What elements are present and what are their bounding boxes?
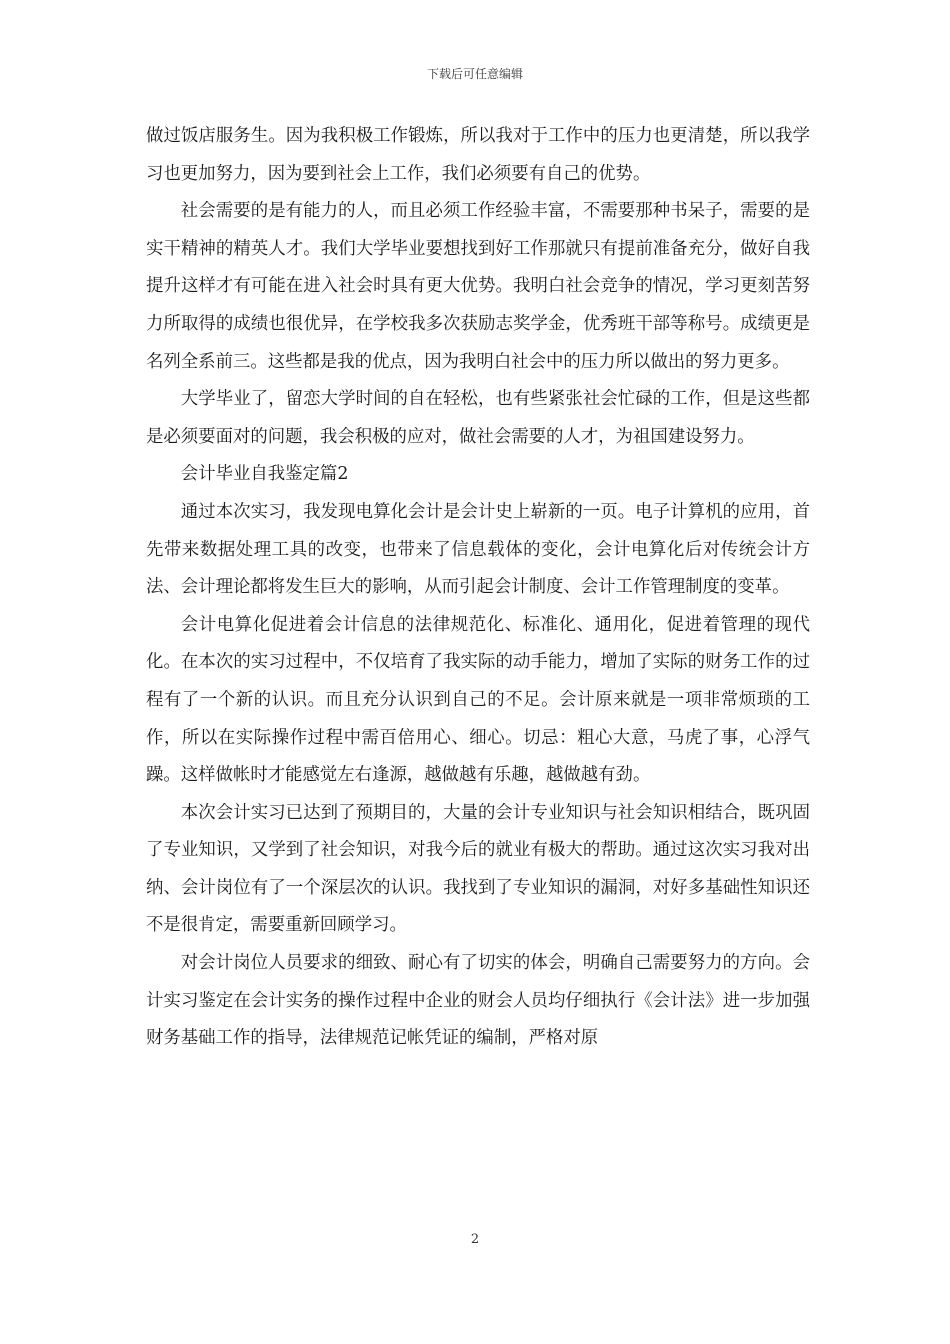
paragraph-1: 做过饭店服务生。因为我积极工作锻炼，所以我对于工作中的压力也更清楚，所以我学习也更加努力，因为要到社会上工作，我们必须要有自己的优势。: [146, 126, 810, 184]
section-heading: 会计毕业自我鉴定篇2: [180, 464, 349, 485]
paragraph-7: 对会计岗位人员要求的细致、耐心有了切实的体会，明确自己需要努力的方向。会计实习鉴定在会计实务的操作过程中企业的财会人员均仔细执行《会计法》进一步加强财务基础工作的指导，法律规范记帐凭证的编制，严格对原: [146, 953, 810, 1049]
paragraph-4: 通过本次实习，我发现电算化会计是会计史上崭新的一页。电子计算机的应用，首先带来数据处理工具的改变，也带来了信息载体的变化，会计电算化后对传统会计方法、会计理论都将发生巨大的影响，从而引起会计制度、会计工作管理制度的变革。: [146, 501, 810, 598]
paragraph-3: 大学毕业了，留恋大学时间的自在轻松，也有些紧张社会忙碌的工作，但是这些都是必须要面对的问题，我会积极的应对，做社会需要的人才，为祖国建设努力。: [146, 389, 810, 447]
paragraph-5: 会计电算化促进着会计信息的法律规范化、标准化、通用化，促进着管理的现代化。在本次的实习过程中，不仅培育了我实际的动手能力，增加了实际的财务工作的过程有了一个新的认识。而且充分认识到自己的不足。会计原来就是一项非常烦琐的工作，所以在实际操作过程中需百倍用心、细心。切忌：粗心大意，马虎了事，心浮气躁。这样做帐时才能感觉左右逢源，越做越有乐趣，越做越有劲。: [146, 614, 810, 786]
document-body: [146, 118, 810, 1058]
page-number: 2: [470, 1232, 480, 1247]
paragraph-6: 本次会计实习已达到了预期目的，大量的会计专业知识与社会知识相结合，既巩固了专业知识，又学到了社会知识，对我今后的就业有极大的帮助。通过这次实习我对出纳、会计岗位有了一个深层次的认识。我找到了专业知识的漏洞，对好多基础性知识还不是很肯定，需要重新回顾学习。: [146, 802, 810, 936]
page-header: 下载后可任意编辑: [426, 67, 523, 81]
paragraph-2: 社会需要的是有能力的人，而且必须工作经验丰富，不需要那种书呆子，需要的是实干精神的精英人才。我们大学毕业要想找到好工作那就只有提前准备充分，做好自我提升这样才有可能在进入社会时具有更大优势。我明白社会竞争的情况，学习更刻苦努力所取得的成绩也很优异，在学校我多次获励志奖学金，优秀班干部等称号。成绩更是名列全系前三。这些都是我的优点，因为我明白社会中的压力所以做出的努力更多。: [146, 201, 810, 372]
